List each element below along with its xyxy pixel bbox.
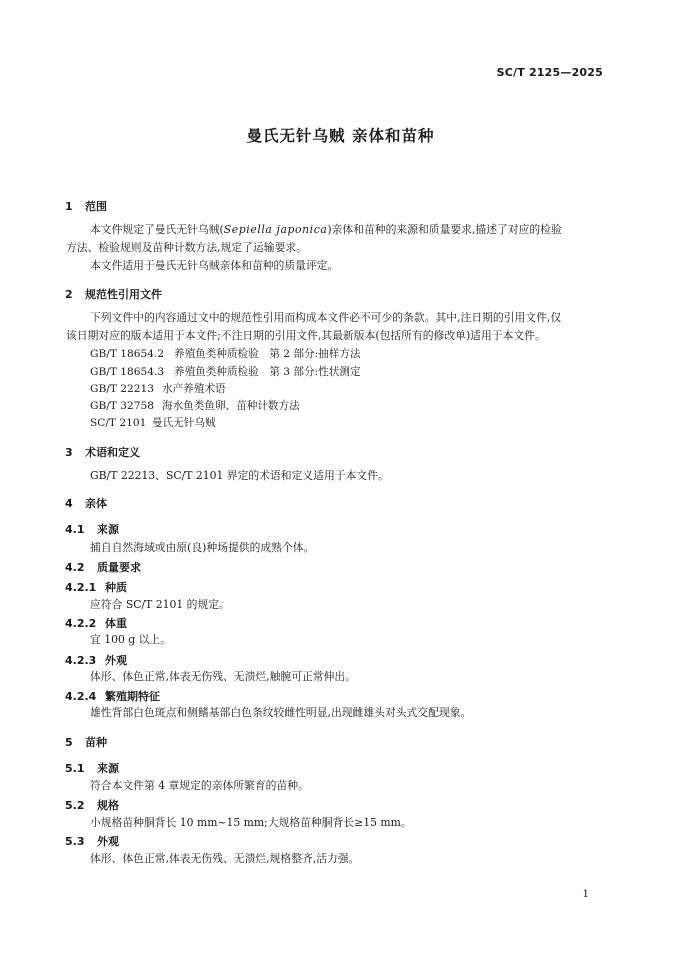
reference-title: 水产养殖术语 <box>162 383 226 395</box>
scope-paragraph-line-2: 方法、检验规则及苗种计数方法,规定了运输要求。 <box>66 241 307 254</box>
section-5-heading <box>65 734 107 750</box>
section-1-heading <box>65 198 107 214</box>
reference-title: 曼氏无针乌贼 <box>152 417 216 429</box>
terms-paragraph: GB/T 22213、SC/T 2101 界定的术语和定义适用于本文件。 <box>90 469 389 482</box>
subsection-5-3-heading <box>65 833 119 849</box>
section-title: 苗种 <box>85 736 107 749</box>
reference-title: 养殖鱼类种质检验 第 2 部分:抽样方法 <box>174 348 361 360</box>
standard-code: SC/T 2125—2025 <box>496 66 603 79</box>
reference-item <box>90 345 361 364</box>
section-3-heading <box>65 444 140 460</box>
subsection-number: 4.2 <box>65 561 85 574</box>
section-number: 4 <box>65 497 73 510</box>
subsection-number: 4.1 <box>65 523 85 536</box>
subsection-title: 体重 <box>105 617 127 630</box>
scope-applicability: 本文件适用于曼氏无针乌贼亲体和苗种的质量评定。 <box>90 259 339 272</box>
subsection-4-2-1-heading <box>65 579 127 595</box>
reference-code: GB/T 18654.2 <box>90 348 165 360</box>
scope-paragraph-line-1: 本文件规定了曼氏无针乌贼(Sepiella japonica)亲体和苗种的来源和质量要求,描述了对应的检验 <box>90 223 562 236</box>
normative-intro-line-2: 该日期对应的版本适用于本文件;不注日期的引用文件,其最新版本(包括所有的修改单)适用于本文件。 <box>66 329 546 342</box>
reference-title: 海水鱼类鱼卵、苗种计数方法 <box>162 400 300 412</box>
reference-code: SC/T 2101 <box>90 417 147 429</box>
section-number: 3 <box>65 446 73 459</box>
subsection-title: 质量要求 <box>97 561 141 574</box>
section-4-heading <box>65 495 107 511</box>
subsection-number: 5.1 <box>65 762 85 775</box>
subsection-title: 外观 <box>97 835 119 848</box>
section-2-heading <box>65 286 162 302</box>
subsection-number: 4.2.2 <box>65 617 97 630</box>
section-number: 2 <box>65 288 73 301</box>
reference-code: GB/T 18654.3 <box>90 366 165 378</box>
page-number: 1 <box>582 889 589 900</box>
subsection-number: 5.3 <box>65 835 85 848</box>
reference-code: GB/T 22213 <box>90 383 154 395</box>
subsection-title: 外观 <box>105 654 127 667</box>
document-title: 曼氏无针乌贼 亲体和苗种 <box>246 127 435 145</box>
subsection-text: 符合本文件第 4 章规定的亲体所繁育的苗种。 <box>90 779 309 792</box>
subsection-number: 4.2.3 <box>65 654 97 667</box>
section-number: 5 <box>65 736 73 749</box>
subsection-text: 小规格苗种胴背长 10 mm~15 mm;大规格苗种胴背长≥15 mm。 <box>90 816 412 829</box>
section-title: 范围 <box>85 200 107 213</box>
section-number: 1 <box>65 200 73 213</box>
latin-name: Sepiella japonica <box>223 223 328 236</box>
subsection-title: 来源 <box>97 762 119 775</box>
subsection-4-2-3-heading <box>65 652 127 668</box>
reference-title: 养殖鱼类种质检验 第 3 部分:性状测定 <box>174 366 361 378</box>
subsection-text: 应符合 SC/T 2101 的规定。 <box>90 598 230 611</box>
reference-item <box>90 414 216 433</box>
subsection-5-1-heading <box>65 760 119 776</box>
subsection-title: 种质 <box>105 581 127 594</box>
section-title: 术语和定义 <box>85 446 140 459</box>
subsection-text: 体形、体色正常,体表无伤残、无溃烂,触腕可正常伸出。 <box>90 670 356 683</box>
subsection-number: 5.2 <box>65 799 85 812</box>
section-title: 亲体 <box>85 497 107 510</box>
subsection-title: 来源 <box>97 523 119 536</box>
subsection-text: 雄性背部白色斑点和侧鳍基部白色条纹较雌性明显,出现雌雄头对头式交配现象。 <box>90 706 472 719</box>
normative-intro-line-1: 下列文件中的内容通过文中的规范性引用而构成本文件必不可少的条款。其中,注日期的引用文件,仅 <box>90 311 562 324</box>
subsection-title: 规格 <box>97 799 119 812</box>
subsection-text: 体形、体色正常,体表无伤残、无溃烂,规格整齐,活力强。 <box>90 852 360 865</box>
subsection-4-2-heading <box>65 559 141 575</box>
subsection-5-2-heading <box>65 797 119 813</box>
subsection-4-2-4-heading <box>65 688 160 704</box>
section-title: 规范性引用文件 <box>85 288 162 301</box>
reference-code: GB/T 32758 <box>90 400 154 412</box>
subsection-title: 繁殖期特征 <box>105 690 160 703</box>
subsection-number: 4.2.4 <box>65 690 97 703</box>
subsection-text: 宜 100 g 以上。 <box>90 633 172 646</box>
subsection-4-1-heading <box>65 521 119 537</box>
subsection-text: 捕自自然海域或由原(良)种场提供的成熟个体。 <box>90 541 315 554</box>
subsection-4-2-2-heading <box>65 615 127 631</box>
subsection-number: 4.2.1 <box>65 581 97 594</box>
